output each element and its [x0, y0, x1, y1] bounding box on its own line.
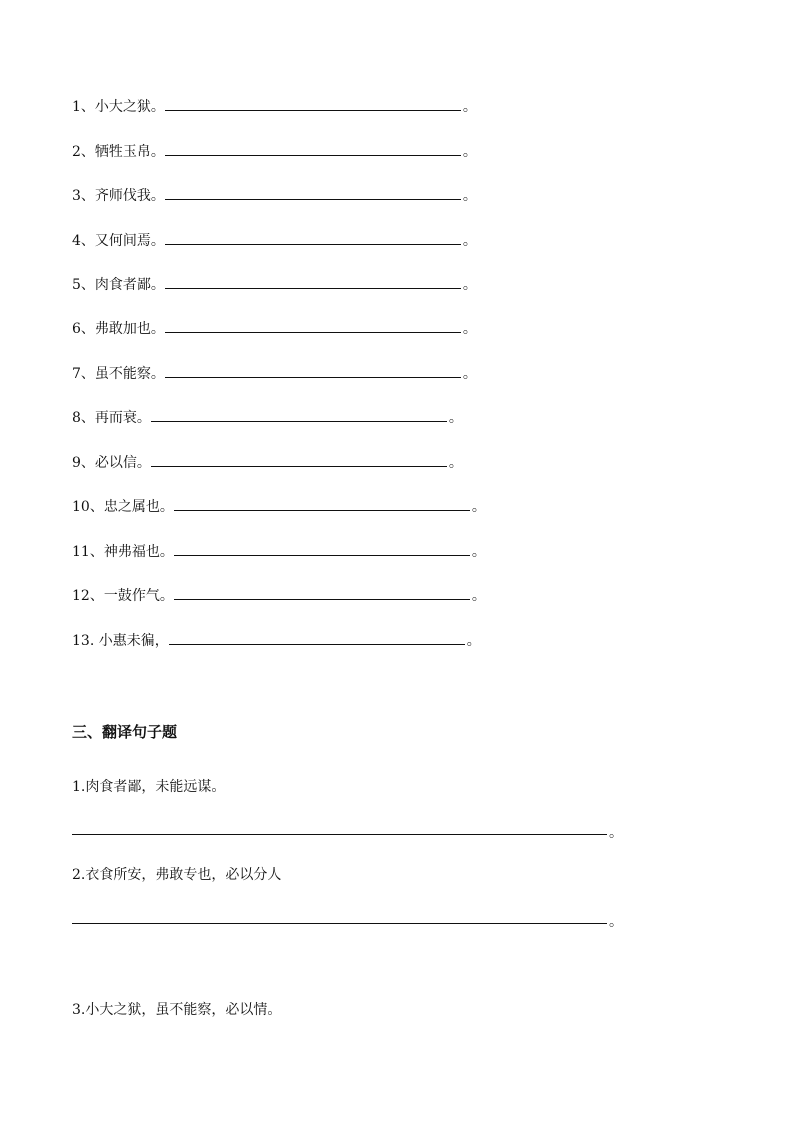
question-text: 7、虽不能察。 — [72, 366, 165, 382]
question-item — [72, 363, 477, 383]
question-text: 4、又何间焉。 — [72, 233, 165, 249]
translate-sentence: 1.肉食者鄙，未能远谋。 — [72, 779, 226, 795]
section-title: 三、翻译句子题 — [72, 723, 178, 741]
question-text: 12、一鼓作气。 — [72, 588, 174, 604]
answer-blank[interactable] — [165, 318, 461, 333]
answer-blank[interactable] — [165, 141, 461, 156]
question-item — [72, 230, 477, 250]
answer-blank[interactable] — [169, 630, 465, 645]
question-text: 11、神弗福也。 — [72, 544, 174, 560]
question-item — [72, 318, 477, 338]
question-item — [72, 541, 486, 561]
end-mark: 。 — [462, 233, 477, 249]
end-mark: 。 — [462, 321, 477, 337]
end-mark: 。 — [466, 633, 481, 649]
question-item — [72, 585, 486, 605]
question-item — [72, 185, 477, 205]
answer-blank[interactable] — [174, 585, 470, 600]
end-mark: 。 — [609, 825, 623, 841]
answer-blank[interactable] — [151, 407, 447, 422]
answer-blank[interactable] — [174, 541, 470, 556]
question-item — [72, 141, 477, 161]
question-text: 6、弗敢加也。 — [72, 321, 165, 337]
end-mark: 。 — [471, 544, 486, 560]
question-text: 5、肉食者鄙。 — [72, 277, 165, 293]
question-text: 3、齐师伐我。 — [72, 188, 165, 204]
question-item — [72, 274, 477, 294]
answer-blank[interactable] — [165, 363, 461, 378]
end-mark: 。 — [462, 188, 477, 204]
end-mark: 。 — [448, 455, 463, 471]
question-text: 8、再而衰。 — [72, 410, 151, 426]
end-mark: 。 — [448, 410, 463, 426]
end-mark: 。 — [462, 366, 477, 382]
answer-blank[interactable] — [174, 496, 470, 511]
end-mark: 。 — [462, 99, 477, 115]
end-mark: 。 — [462, 144, 477, 160]
answer-blank[interactable] — [165, 185, 461, 200]
question-text: 1、小大之狱。 — [72, 99, 165, 115]
answer-blank[interactable] — [151, 452, 447, 467]
question-text: 2、牺牲玉帛。 — [72, 144, 165, 160]
question-item — [72, 496, 486, 516]
translate-sentence: 2.衣食所安，弗敢专也，必以分人 — [72, 867, 282, 883]
question-item — [72, 630, 481, 650]
end-mark: 。 — [462, 277, 477, 293]
answer-blank[interactable] — [165, 230, 461, 245]
answer-blank[interactable] — [165, 96, 461, 111]
end-mark: 。 — [471, 588, 486, 604]
question-item — [72, 452, 463, 472]
translate-answer-line[interactable] — [72, 923, 607, 924]
answer-blank[interactable] — [165, 274, 461, 289]
question-text: 13. 小惠未徧， — [72, 633, 169, 649]
translate-sentence: 3.小大之狱，虽不能察，必以情。 — [72, 1002, 282, 1018]
end-mark: 。 — [471, 499, 486, 515]
end-mark: 。 — [609, 914, 623, 930]
question-item — [72, 96, 477, 116]
question-text: 10、忠之属也。 — [72, 499, 174, 515]
translate-answer-line[interactable] — [72, 834, 607, 835]
question-item — [72, 407, 463, 427]
question-text: 9、必以信。 — [72, 455, 151, 471]
